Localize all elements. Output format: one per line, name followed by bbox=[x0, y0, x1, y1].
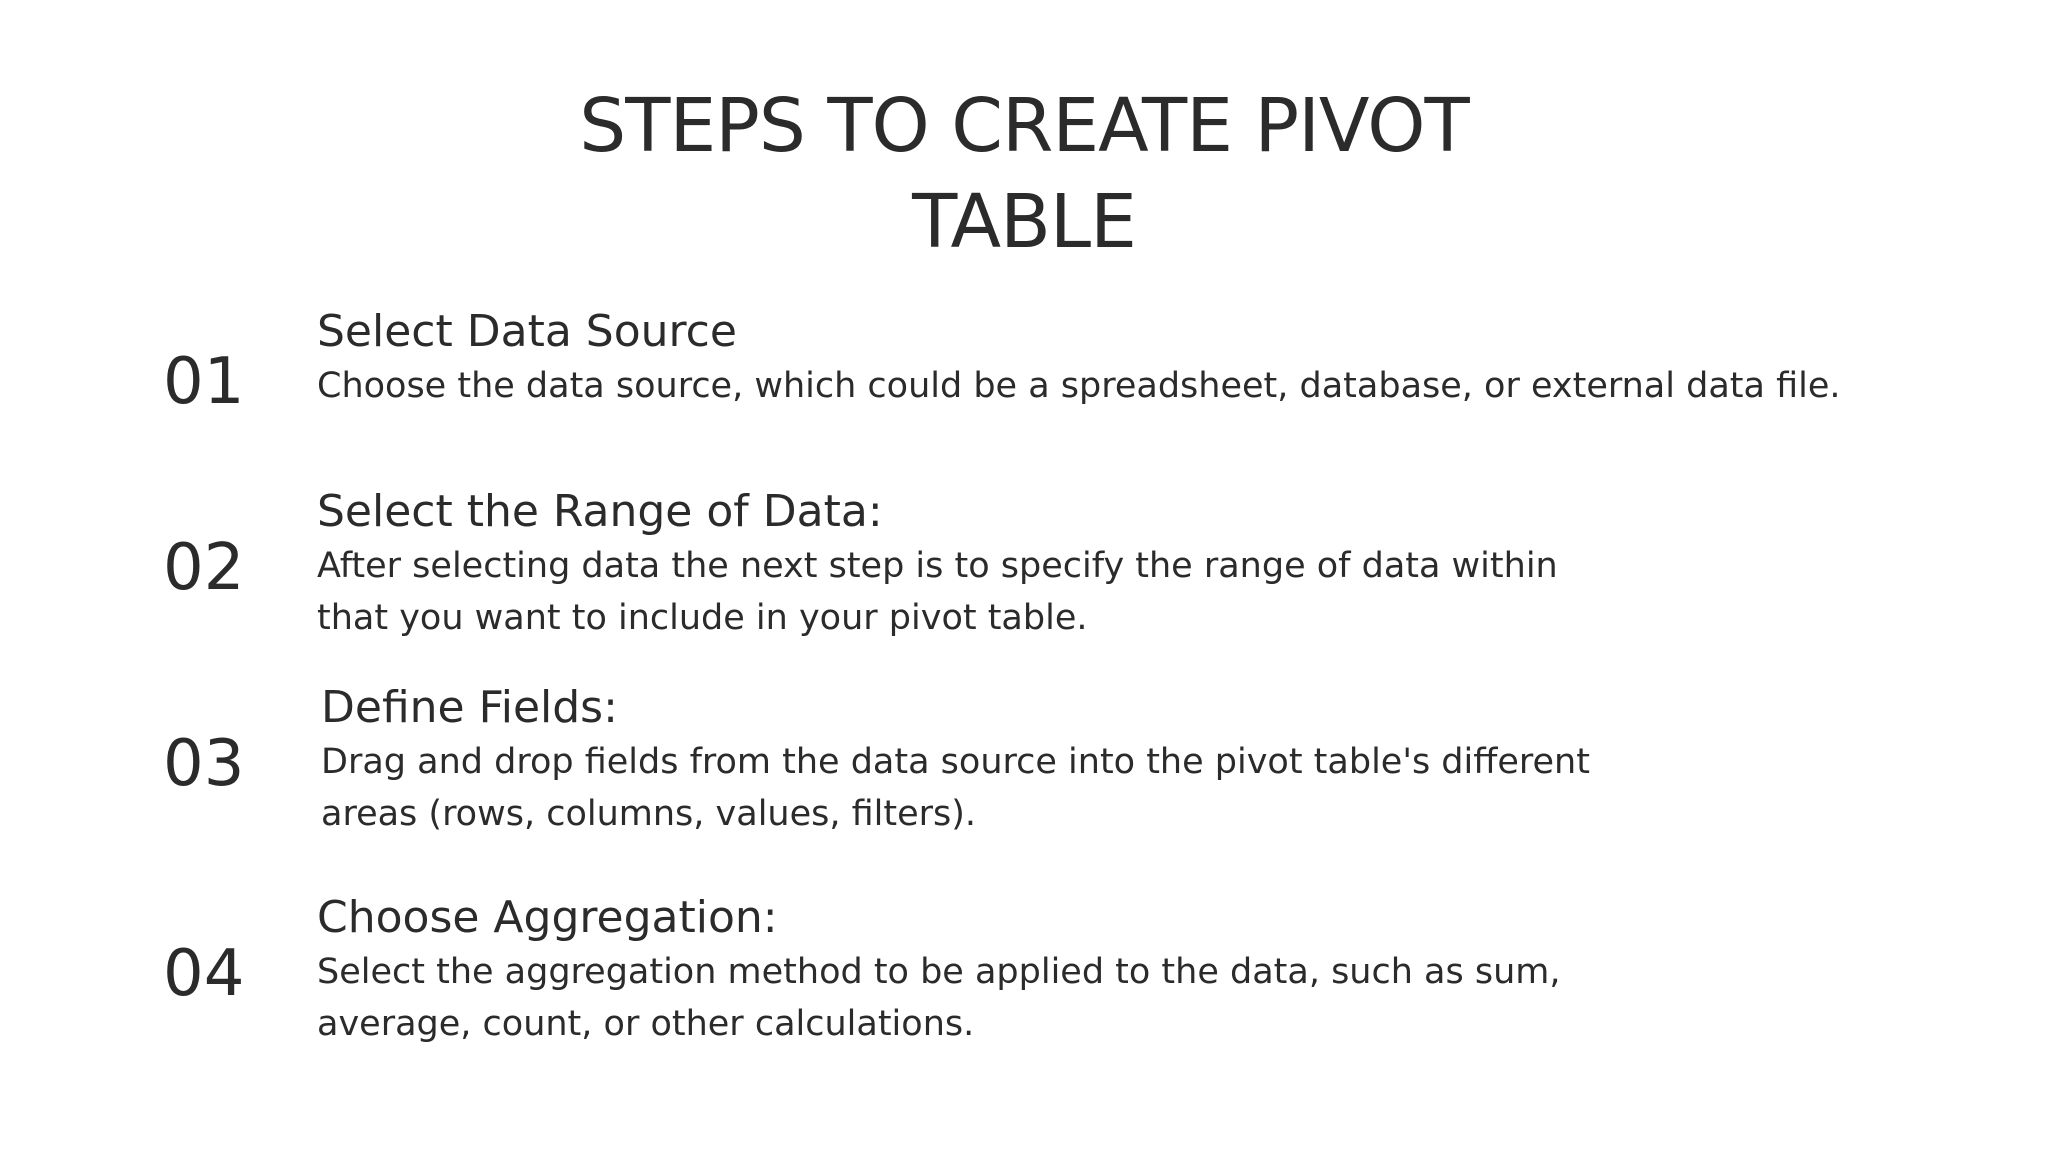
step-body bbox=[317, 890, 1957, 1050]
page-title-line-2: TABLE bbox=[912, 179, 1136, 265]
step-title: Select Data Source bbox=[317, 306, 737, 357]
step-description: Drag and drop fields from the data source into the pivot table's different areas (rows, columns, values, filters). bbox=[321, 742, 1590, 834]
step-number: 04 bbox=[163, 937, 245, 1011]
step-body bbox=[317, 304, 1957, 412]
step-body bbox=[321, 680, 1961, 840]
step-number: 03 bbox=[163, 727, 245, 801]
page-title bbox=[0, 78, 2048, 270]
step-description: Choose the data source, which could be a spreadsheet, database, or external data file. bbox=[317, 366, 1841, 406]
step-description: Select the aggregation method to be applied to the data, such as sum, average, count, or other calculations. bbox=[317, 952, 1561, 1044]
step-title: Define Fields: bbox=[321, 682, 618, 733]
step-body bbox=[317, 484, 1957, 644]
step-number: 01 bbox=[163, 345, 245, 419]
step-title: Choose Aggregation: bbox=[317, 892, 778, 943]
page-title-line-1: STEPS TO CREATE PIVOT bbox=[579, 83, 1469, 169]
step-title: Select the Range of Data: bbox=[317, 486, 883, 537]
step-number: 02 bbox=[163, 531, 245, 605]
step-description: After selecting data the next step is to specify the range of data within that you want to include in your pivot table. bbox=[317, 546, 1558, 638]
